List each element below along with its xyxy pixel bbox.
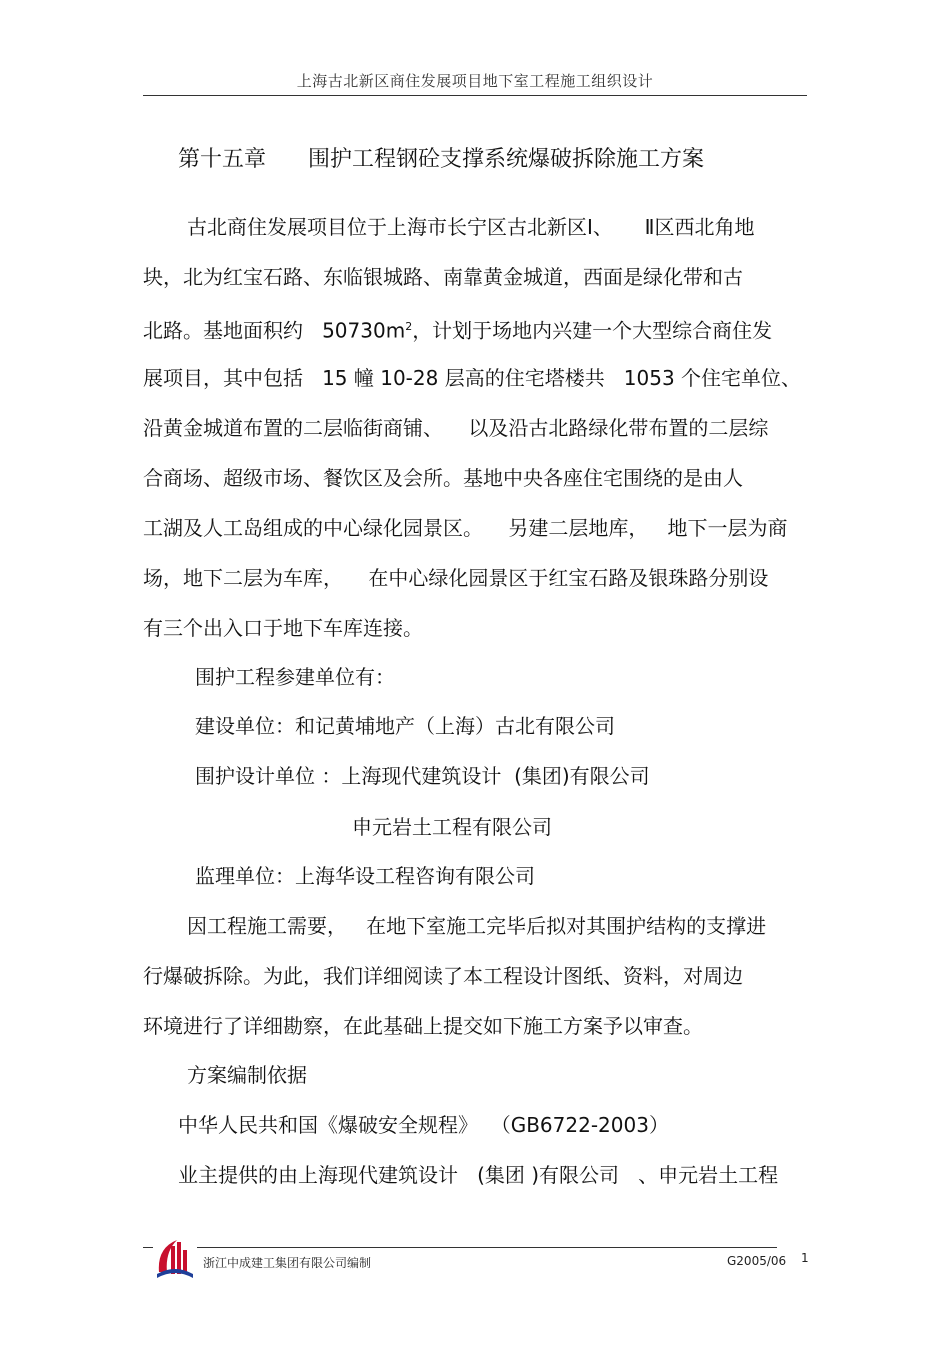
company-logo-icon [153, 1234, 197, 1280]
page-number: 1 [801, 1251, 809, 1265]
header-rule [143, 95, 807, 96]
paragraph-line: 北路。基地面积约 $50730m^2$，计划于场地内兴建一个大型综合商住发 [143, 318, 773, 343]
footer-rule [197, 1247, 777, 1248]
unit-design: 围护设计单位 ：上海现代建筑设计 (集团)有限公司 [195, 764, 650, 788]
paragraph-line: 工湖及人工岛组成的中心绿化园景区。 另建二层地库， 地下一层为商 [143, 516, 788, 540]
paragraph-line: 块，北为红宝石路、东临银城路、南靠黄金城道，西面是绿化带和古 [143, 265, 743, 289]
unit-owner: 建设单位：和记黄埔地产（上海）古北有限公司 [195, 714, 615, 738]
paragraph-line: 古北商住发展项目位于上海市长宁区古北新区Ⅰ、 Ⅱ区西北角地 [187, 215, 755, 239]
paragraph-line: 展项目，其中包括 15 幢 10-28 层高的住宅塔楼共 1053 个住宅单位、 [143, 366, 802, 390]
chapter-title: 第十五章 围护工程钢砼支撑系统爆破拆除施工方案 [178, 147, 704, 172]
paragraph-line: 有三个出入口于地下车库连接。 [143, 616, 423, 640]
paragraph-line: 环境进行了详细勘察，在此基础上提交如下施工方案予以审查。 [143, 1014, 703, 1038]
paragraph-line: 因工程施工需要， 在地下室施工完毕后拟对其围护结构的支撑进 [187, 914, 767, 938]
paragraph-line: 沿黄金城道布置的二层临街商铺、 以及沿古北路绿化带布置的二层综 [143, 416, 769, 440]
unit-design-2: 申元岩土工程有限公司 [352, 815, 552, 839]
basis-title: 方案编制依据 [187, 1063, 307, 1087]
basis-item: 中华人民共和国《爆破安全规程》 （GB6722-2003） [178, 1113, 669, 1137]
header-title: 上海古北新区商住发展项目地下室工程施工组织设计 [296, 72, 654, 90]
paragraph-line: 行爆破拆除。为此，我们详细阅读了本工程设计图纸、资料，对周边 [143, 964, 743, 988]
paragraph-line: 场，地下二层为车库， 在中心绿化园景区于红宝石路及银珠路分别设 [143, 566, 769, 590]
footer-company: 浙江中成建工集团有限公司编制 [203, 1256, 372, 1270]
footer-rule-tick [143, 1247, 153, 1248]
paragraph-line: 合商场、超级市场、餐饮区及会所。基地中央各座住宅围绕的是由人 [143, 466, 743, 490]
units-intro: 围护工程参建单位有： [195, 665, 395, 689]
unit-supervision: 监理单位：上海华设工程咨询有限公司 [195, 864, 535, 888]
basis-item: 业主提供的由上海现代建筑设计 (集团 )有限公司 、申元岩土工程 [178, 1163, 779, 1187]
footer-date: G2005/06 [727, 1254, 787, 1268]
